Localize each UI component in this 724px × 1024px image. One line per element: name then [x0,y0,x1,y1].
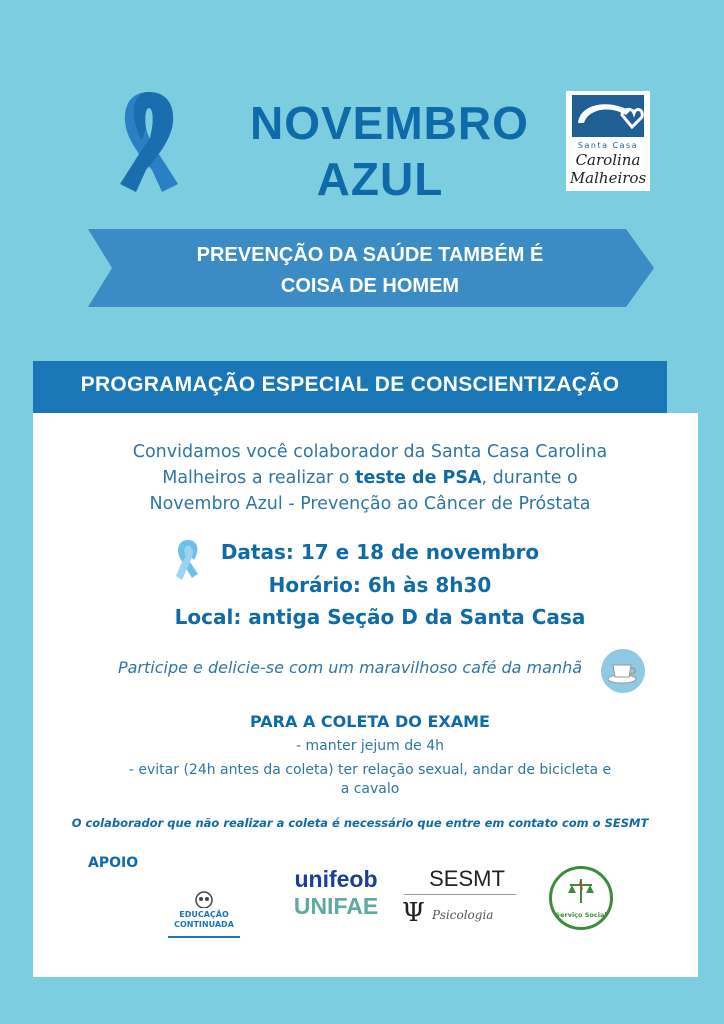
banner-text [100,240,640,302]
educacao-line-1: EDUCAÇÃO [179,910,229,919]
requirement-avoid-line2: a cavalo [340,781,400,797]
psicologia-logo: Psicologia [432,908,494,922]
servico-social-logo [549,866,613,930]
title-line-2: AZUL [316,153,444,205]
event-location: Local: antiga Seção D da Santa Casa [174,605,586,629]
requirement-avoid-line1: - evitar (24h antes da coleta) ter relação sexual, andar de bicicleta e [128,762,612,778]
sesmt-footnote: O colaborador que não realizar a coleta é necessário que entre em contato com o SESMT [71,816,649,830]
intro-line-3: Novembro Azul - Prevenção ao Câncer de Próstata [149,494,591,514]
collection-title: PARA A COLETA DO EXAME [250,712,490,731]
awareness-ribbon-icon [112,88,186,196]
coffee-cup-icon [601,649,645,693]
intro-text [90,439,650,517]
intro-line-2 [90,465,650,491]
psa-test-highlight: teste de PSA [355,468,482,488]
owl-icon [194,890,214,908]
intro-line-2-start: Malheiros a realizar o [162,468,356,488]
psi-icon: Ψ [402,898,425,928]
intro-line-2-end: , durante o [481,468,578,488]
unifae-logo: UNIFAE [293,893,379,919]
program-title: PROGRAMAÇÃO ESPECIAL DE CONSCIENTIZAÇÃO [80,373,620,396]
educacao-line-2: CONTINUADA [174,920,234,929]
event-time: Horário: 6h às 8h30 [268,573,492,597]
sesmt-logo: SESMT [429,866,505,891]
scales-icon [566,877,596,907]
support-label: APOIO [88,855,139,871]
unifeob-logo: unifeob [294,866,378,892]
heart-logo-icon [570,93,646,139]
logo-santa-casa: Santa Casa [577,141,639,150]
event-dates: Datas: 17 e 18 de novembro [220,540,540,564]
servico-social-label: Serviço Social [555,911,607,919]
santa-casa-logo [566,91,650,191]
banner-line-1: PREVENÇÃO DA SAÚDE TAMBÉM É [196,244,544,266]
intro-line-1: Convidamos você colaborador da Santa Casa Carolina [132,442,608,462]
banner-line-2: COISA DE HOMEM [280,275,460,297]
logo-carolina: Carolina [575,151,641,169]
title-line-1: NOVEMBRO [250,97,529,149]
requirement-fasting: - manter jejum de 4h [296,738,444,754]
sesmt-divider [404,894,516,895]
logo-malheiros: Malheiros [569,169,647,187]
breakfast-invite: Participe e delicie-se com um maravilhoso café da manhã [117,658,583,677]
educacao-continuada-logo [168,890,240,938]
